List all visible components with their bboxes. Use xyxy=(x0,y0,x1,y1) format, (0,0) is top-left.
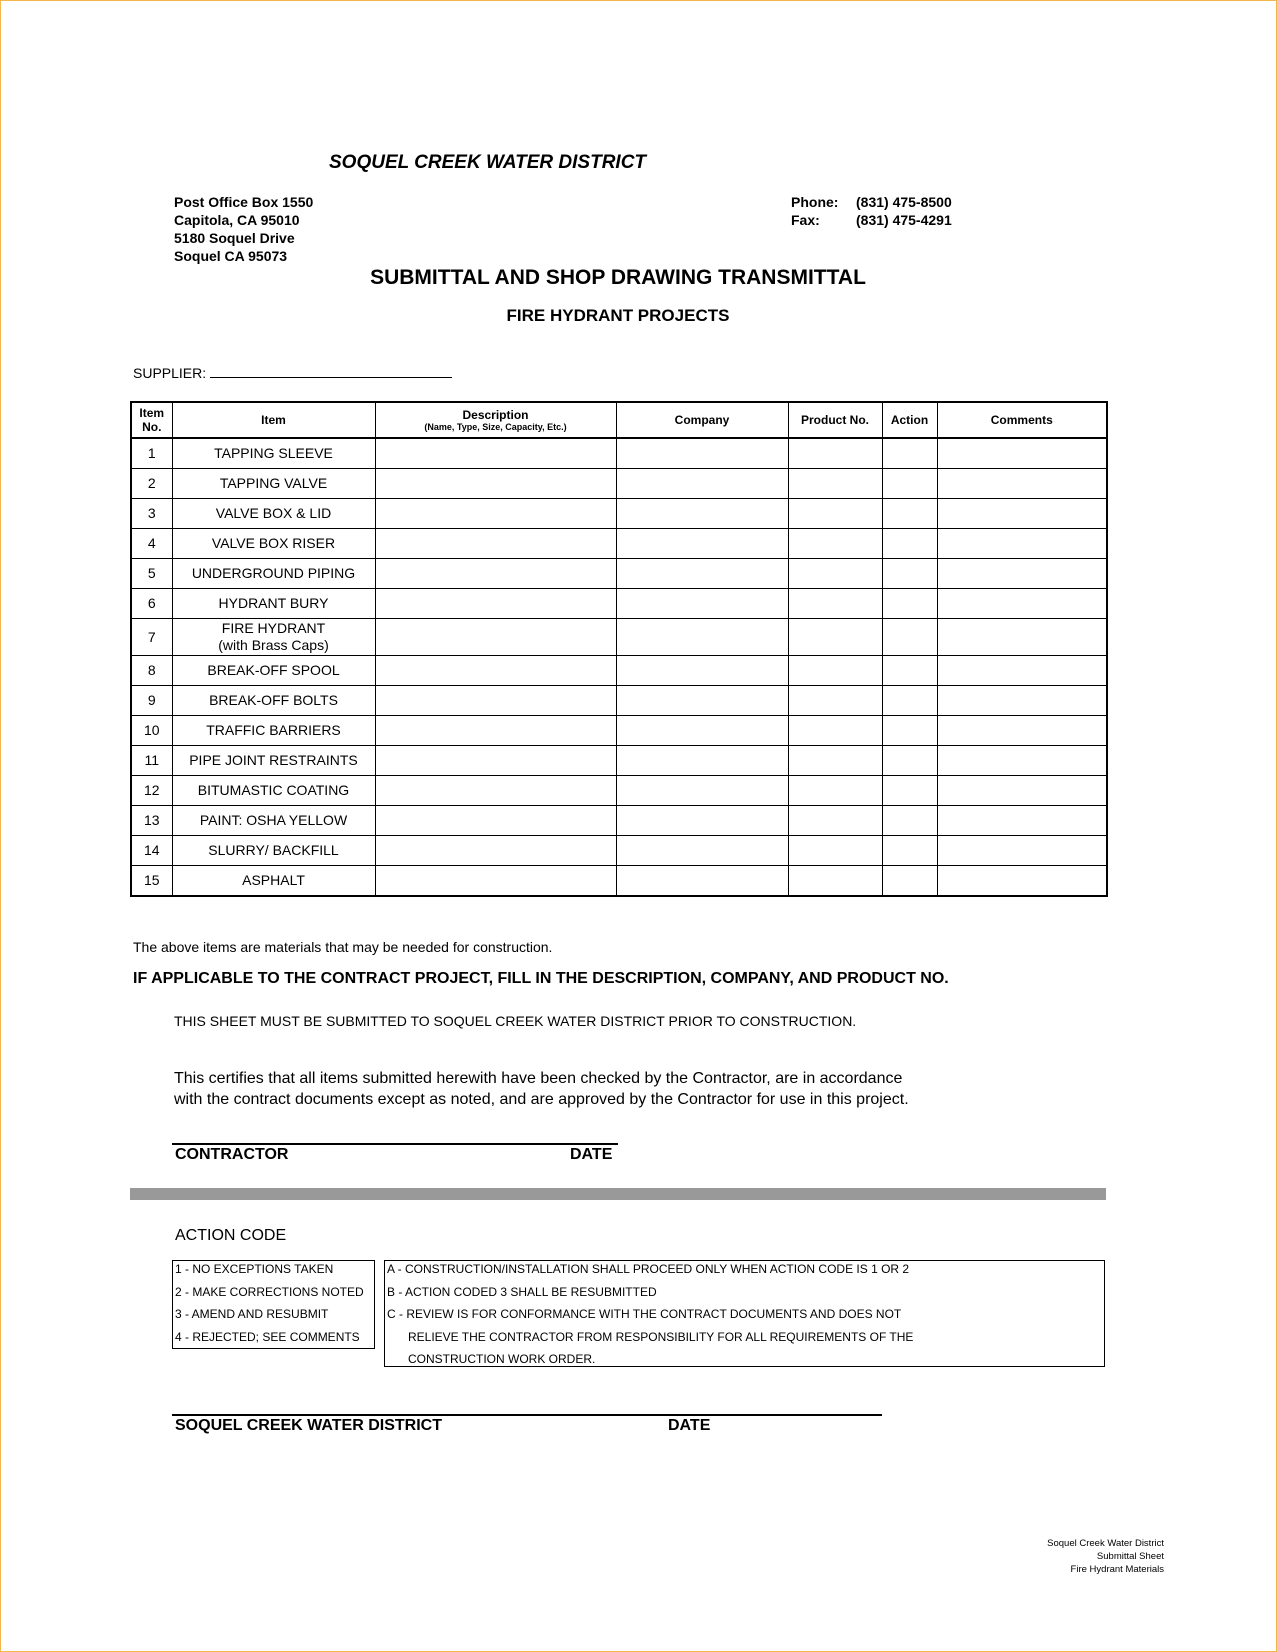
table-row xyxy=(131,438,1107,469)
company-cell[interactable] xyxy=(616,438,788,469)
comments-cell[interactable] xyxy=(937,589,1107,619)
company-cell[interactable] xyxy=(616,619,788,656)
description-cell[interactable] xyxy=(375,746,616,776)
contractor-date-label: DATE xyxy=(570,1146,613,1163)
company-cell[interactable] xyxy=(616,469,788,499)
item-name-cell: TAPPING SLEEVE xyxy=(172,438,375,469)
item-no-cell: 1 xyxy=(131,438,172,469)
item-name-cell: ASPHALT xyxy=(172,866,375,897)
action-note: B - ACTION CODED 3 SHALL BE RESUBMITTED xyxy=(387,1284,657,1299)
action-cell[interactable] xyxy=(882,836,937,866)
product-no-cell[interactable] xyxy=(788,716,882,746)
table-row xyxy=(131,806,1107,836)
product-no-cell[interactable] xyxy=(788,746,882,776)
action-cell[interactable] xyxy=(882,866,937,897)
header-description-label: Description xyxy=(462,407,529,422)
item-name-cell: PIPE JOINT RESTRAINTS xyxy=(172,746,375,776)
item-name-cell: SLURRY/ BACKFILL xyxy=(172,836,375,866)
product-no-cell[interactable] xyxy=(788,589,882,619)
action-code-item: 2 - MAKE CORRECTIONS NOTED xyxy=(175,1284,364,1299)
description-cell[interactable] xyxy=(375,836,616,866)
header-description xyxy=(375,402,616,438)
item-no-cell: 9 xyxy=(131,686,172,716)
footer-line: Soquel Creek Water District xyxy=(1047,1538,1164,1549)
action-cell[interactable] xyxy=(882,806,937,836)
table-row xyxy=(131,499,1107,529)
action-cell[interactable] xyxy=(882,619,937,656)
table-row xyxy=(131,746,1107,776)
item-name-line2: (with Brass Caps) xyxy=(218,637,329,653)
contractor-signature-line[interactable] xyxy=(172,1143,618,1145)
action-cell[interactable] xyxy=(882,529,937,559)
table-row xyxy=(131,836,1107,866)
contractor-label: CONTRACTOR xyxy=(175,1146,289,1163)
table-row xyxy=(131,469,1107,499)
item-name-cell: UNDERGROUND PIPING xyxy=(172,559,375,589)
fax-label: Fax: xyxy=(791,212,820,228)
table-row xyxy=(131,589,1107,619)
item-name-line1: FIRE HYDRANT xyxy=(221,620,326,636)
materials-note: The above items are materials that may be needed for construction. xyxy=(133,939,553,955)
item-no-cell: 5 xyxy=(131,559,172,589)
header-description-sub: (Name, Type, Size, Capacity, Etc.) xyxy=(424,421,567,432)
description-cell[interactable] xyxy=(375,559,616,589)
address-line: Capitola, CA 95010 xyxy=(174,212,300,228)
table-row xyxy=(131,559,1107,589)
header-item-no-line2: No. xyxy=(142,420,162,434)
product-no-cell[interactable] xyxy=(788,866,882,897)
phone-label: Phone: xyxy=(791,194,839,210)
company-cell[interactable] xyxy=(616,499,788,529)
supplier-field xyxy=(133,363,452,381)
certify-line: This certifies that all items submitted herewith have been checked by the Contractor, are in accordance xyxy=(174,1070,903,1087)
item-name-cell: TRAFFIC BARRIERS xyxy=(172,716,375,746)
table-row xyxy=(131,529,1107,559)
header-company: Company xyxy=(616,402,788,438)
action-cell[interactable] xyxy=(882,656,937,686)
table-row xyxy=(131,866,1107,897)
action-cell[interactable] xyxy=(882,438,937,469)
action-cell[interactable] xyxy=(882,499,937,529)
header-item: Item xyxy=(172,402,375,438)
product-no-cell[interactable] xyxy=(788,686,882,716)
action-cell[interactable] xyxy=(882,559,937,589)
item-name-cell: HYDRANT BURY xyxy=(172,589,375,619)
description-cell[interactable] xyxy=(375,776,616,806)
header-action: Action xyxy=(882,402,937,438)
table-row xyxy=(131,716,1107,746)
item-no-cell: 13 xyxy=(131,806,172,836)
district-signature-line[interactable] xyxy=(172,1414,882,1416)
product-no-cell[interactable] xyxy=(788,559,882,589)
description-cell[interactable] xyxy=(375,438,616,469)
table-row xyxy=(131,776,1107,806)
table-row xyxy=(131,656,1107,686)
address-line: Soquel CA 95073 xyxy=(174,248,288,264)
action-cell[interactable] xyxy=(882,746,937,776)
action-note: CONSTRUCTION WORK ORDER. xyxy=(408,1352,596,1366)
comments-cell[interactable] xyxy=(937,836,1107,866)
product-no-cell[interactable] xyxy=(788,656,882,686)
district-date-label: DATE xyxy=(668,1417,711,1434)
action-code-list xyxy=(172,1260,375,1349)
item-no-cell: 6 xyxy=(131,589,172,619)
contact-block xyxy=(791,193,952,229)
action-code-item: 3 - AMEND AND RESUBMIT xyxy=(175,1307,329,1321)
description-cell[interactable] xyxy=(375,806,616,836)
company-cell[interactable] xyxy=(616,716,788,746)
action-note: RELIEVE THE CONTRACTOR FROM RESPONSIBILITY FOR ALL REQUIREMENTS OF THE xyxy=(408,1329,914,1344)
action-cell[interactable] xyxy=(882,776,937,806)
action-cell[interactable] xyxy=(882,469,937,499)
action-code-item: 4 - REJECTED; SEE COMMENTS xyxy=(175,1329,360,1344)
company-cell[interactable] xyxy=(616,686,788,716)
description-cell[interactable] xyxy=(375,866,616,897)
action-note: A - CONSTRUCTION/INSTALLATION SHALL PROCEED ONLY WHEN ACTION CODE IS 1 OR 2 xyxy=(387,1262,910,1276)
product-no-cell[interactable] xyxy=(788,499,882,529)
item-no-cell: 14 xyxy=(131,836,172,866)
comments-cell[interactable] xyxy=(937,619,1107,656)
footer-line: Fire Hydrant Materials xyxy=(1070,1564,1164,1575)
form-subtitle: FIRE HYDRANT PROJECTS xyxy=(506,306,730,325)
comments-cell[interactable] xyxy=(937,716,1107,746)
item-name-cell xyxy=(172,619,375,656)
phone-value: (831) 475-8500 xyxy=(856,194,952,210)
description-cell[interactable] xyxy=(375,716,616,746)
comments-cell[interactable] xyxy=(937,806,1107,836)
item-name-cell: TAPPING VALVE xyxy=(172,469,375,499)
product-no-cell[interactable] xyxy=(788,529,882,559)
description-cell[interactable] xyxy=(375,529,616,559)
item-no-cell: 8 xyxy=(131,656,172,686)
supplier-input-line[interactable] xyxy=(210,363,452,378)
district-title: SOQUEL CREEK WATER DISTRICT xyxy=(329,152,647,173)
item-name-cell: BREAK-OFF SPOOL xyxy=(172,656,375,686)
company-cell[interactable] xyxy=(616,656,788,686)
company-cell[interactable] xyxy=(616,559,788,589)
action-cell[interactable] xyxy=(882,589,937,619)
footer xyxy=(1047,1537,1164,1576)
action-code-notes xyxy=(384,1260,1105,1367)
supplier-label: SUPPLIER: xyxy=(133,365,207,381)
item-name-cell: PAINT: OSHA YELLOW xyxy=(172,806,375,836)
comments-cell[interactable] xyxy=(937,776,1107,806)
item-no-cell: 11 xyxy=(131,746,172,776)
company-cell[interactable] xyxy=(616,836,788,866)
certify-line: with the contract documents except as noted, and are approved by the Contractor for use in this project. xyxy=(174,1091,909,1108)
district-signature-label: SOQUEL CREEK WATER DISTRICT xyxy=(175,1417,442,1434)
header-item-no xyxy=(131,402,172,438)
fill-in-note: IF APPLICABLE TO THE CONTRACT PROJECT, FILL IN THE DESCRIPTION, COMPANY, AND PRODUCT NO. xyxy=(133,970,949,987)
submit-note: THIS SHEET MUST BE SUBMITTED TO SOQUEL CREEK WATER DISTRICT PRIOR TO CONSTRUCTION. xyxy=(174,1013,857,1029)
action-cell[interactable] xyxy=(882,686,937,716)
company-cell[interactable] xyxy=(616,589,788,619)
product-no-cell[interactable] xyxy=(788,806,882,836)
item-name-cell: BREAK-OFF BOLTS xyxy=(172,686,375,716)
company-cell[interactable] xyxy=(616,866,788,897)
table-header-row xyxy=(131,402,1107,438)
address-block xyxy=(174,193,313,265)
fax-value: (831) 475-4291 xyxy=(856,212,952,228)
product-no-cell[interactable] xyxy=(788,469,882,499)
item-name-cell: BITUMASTIC COATING xyxy=(172,776,375,806)
header-item-no-line1: Item xyxy=(139,406,165,420)
company-cell[interactable] xyxy=(616,776,788,806)
section-divider xyxy=(130,1188,1106,1200)
company-cell[interactable] xyxy=(616,529,788,559)
company-cell[interactable] xyxy=(616,806,788,836)
item-no-cell: 2 xyxy=(131,469,172,499)
fax-row xyxy=(791,211,952,229)
item-no-cell: 10 xyxy=(131,716,172,746)
certification-text xyxy=(174,1068,909,1110)
product-no-cell[interactable] xyxy=(788,619,882,656)
comments-cell[interactable] xyxy=(937,438,1107,469)
table-row xyxy=(131,686,1107,716)
header-comments: Comments xyxy=(937,402,1107,438)
description-cell[interactable] xyxy=(375,686,616,716)
product-no-cell[interactable] xyxy=(788,836,882,866)
action-note: C - REVIEW IS FOR CONFORMANCE WITH THE CONTRACT DOCUMENTS AND DOES NOT xyxy=(387,1307,902,1321)
item-name-cell: VALVE BOX & LID xyxy=(172,499,375,529)
description-cell[interactable] xyxy=(375,589,616,619)
table-row xyxy=(131,619,1107,656)
description-cell[interactable] xyxy=(375,499,616,529)
company-cell[interactable] xyxy=(616,746,788,776)
table-body xyxy=(131,438,1107,896)
materials-table xyxy=(130,401,1108,897)
comments-cell[interactable] xyxy=(937,866,1107,897)
product-no-cell[interactable] xyxy=(788,776,882,806)
product-no-cell[interactable] xyxy=(788,438,882,469)
item-no-cell: 15 xyxy=(131,866,172,897)
comments-cell[interactable] xyxy=(937,686,1107,716)
comments-cell[interactable] xyxy=(937,559,1107,589)
item-name-cell: VALVE BOX RISER xyxy=(172,529,375,559)
form-title: SUBMITTAL AND SHOP DRAWING TRANSMITTAL xyxy=(370,266,866,289)
footer-line: Submittal Sheet xyxy=(1096,1551,1164,1562)
comments-cell[interactable] xyxy=(937,529,1107,559)
comments-cell[interactable] xyxy=(937,746,1107,776)
item-no-cell: 12 xyxy=(131,776,172,806)
item-no-cell: 7 xyxy=(131,619,172,656)
phone-row xyxy=(791,193,952,211)
header-product-no: Product No. xyxy=(788,402,882,438)
comments-cell[interactable] xyxy=(937,656,1107,686)
action-code-title: ACTION CODE xyxy=(175,1227,287,1244)
description-cell[interactable] xyxy=(375,656,616,686)
comments-cell[interactable] xyxy=(937,499,1107,529)
comments-cell[interactable] xyxy=(937,469,1107,499)
item-no-cell: 3 xyxy=(131,499,172,529)
address-line: 5180 Soquel Drive xyxy=(174,230,295,246)
address-line: Post Office Box 1550 xyxy=(174,194,314,210)
action-code-item: 1 - NO EXCEPTIONS TAKEN xyxy=(175,1262,334,1276)
description-cell[interactable] xyxy=(375,619,616,656)
action-cell[interactable] xyxy=(882,716,937,746)
description-cell[interactable] xyxy=(375,469,616,499)
item-no-cell: 4 xyxy=(131,529,172,559)
